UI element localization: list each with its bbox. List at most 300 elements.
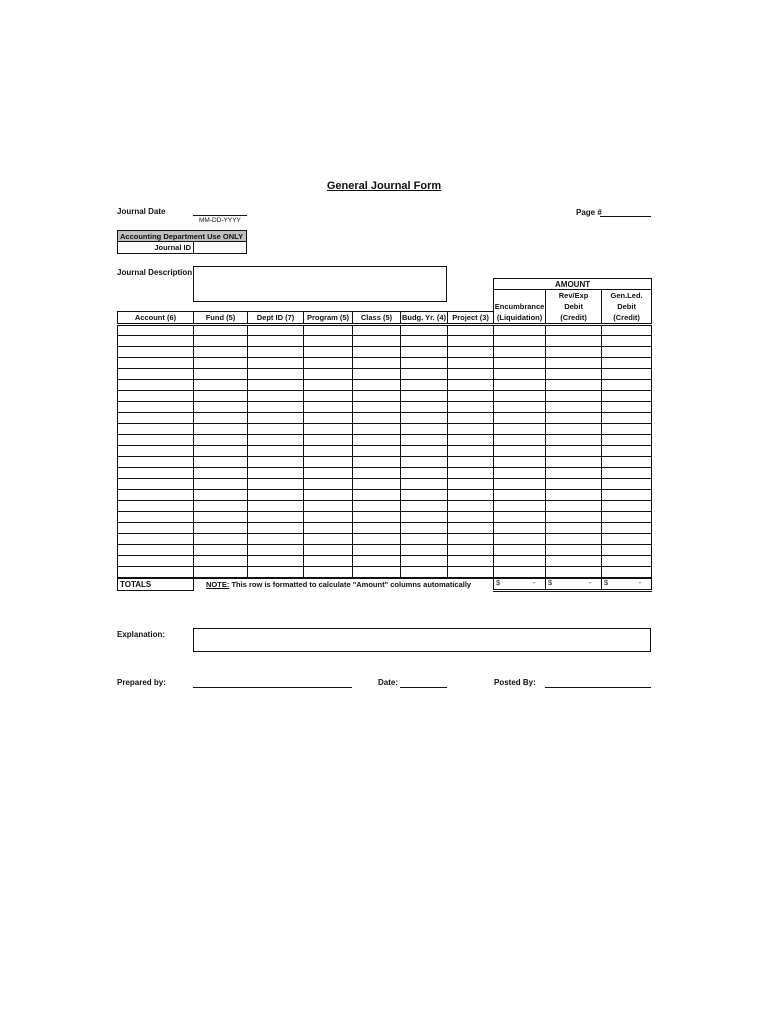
entry-cell[interactable] xyxy=(494,567,546,578)
entry-cell[interactable] xyxy=(546,435,602,446)
entry-cell[interactable] xyxy=(304,358,353,369)
entry-cell[interactable] xyxy=(546,479,602,490)
project-column-header: Project (3) xyxy=(448,312,494,325)
entry-cell[interactable] xyxy=(448,523,494,534)
posted-by-label: Posted By: xyxy=(494,678,536,687)
entry-cell[interactable] xyxy=(304,468,353,479)
table-row xyxy=(118,347,652,358)
entry-cell[interactable] xyxy=(494,501,546,512)
entry-cell[interactable] xyxy=(401,347,448,358)
entry-cell[interactable] xyxy=(304,567,353,578)
entry-cell[interactable] xyxy=(194,479,248,490)
explanation-field[interactable] xyxy=(193,628,651,652)
entry-cell[interactable] xyxy=(248,567,304,578)
entry-cell[interactable] xyxy=(118,468,194,479)
table-row xyxy=(118,391,652,402)
entry-cell[interactable] xyxy=(602,446,652,457)
entry-cell[interactable] xyxy=(546,556,602,567)
revexp-header-line1: Rev/Exp xyxy=(546,290,602,301)
entry-cell[interactable] xyxy=(304,446,353,457)
entry-cell[interactable] xyxy=(401,556,448,567)
entry-cell[interactable] xyxy=(248,358,304,369)
encumbrance-header-line1: Encumbrance xyxy=(494,301,545,311)
entry-cell[interactable] xyxy=(401,435,448,446)
entry-cell[interactable] xyxy=(194,347,248,358)
entry-cell[interactable] xyxy=(304,435,353,446)
entry-cell[interactable] xyxy=(494,391,546,402)
entry-cell[interactable] xyxy=(304,457,353,468)
entry-cell[interactable] xyxy=(118,369,194,380)
encumbrance-total xyxy=(494,578,546,591)
entry-cell[interactable] xyxy=(194,435,248,446)
entry-cell[interactable] xyxy=(448,435,494,446)
entry-cell[interactable] xyxy=(118,424,194,435)
genled-header-line1: Gen.Led. xyxy=(602,290,652,301)
entry-cell[interactable] xyxy=(248,545,304,556)
entry-cell[interactable] xyxy=(304,479,353,490)
entry-cell[interactable] xyxy=(448,490,494,501)
entry-cell[interactable] xyxy=(194,358,248,369)
entry-cell[interactable] xyxy=(353,457,401,468)
entry-cell[interactable] xyxy=(353,468,401,479)
page-number-field[interactable] xyxy=(600,216,651,217)
entry-cell[interactable] xyxy=(546,358,602,369)
entry-cell[interactable] xyxy=(118,391,194,402)
entry-cell[interactable] xyxy=(401,402,448,413)
entry-cell[interactable] xyxy=(118,325,194,336)
journal-id-label: Journal ID xyxy=(118,242,194,253)
entry-cell[interactable] xyxy=(353,435,401,446)
entry-cell[interactable] xyxy=(118,479,194,490)
entry-cell[interactable] xyxy=(118,534,194,545)
entry-cell[interactable] xyxy=(546,457,602,468)
entry-cell[interactable] xyxy=(118,336,194,347)
note-text: This row is formatted to calculate "Amount" columns automatically xyxy=(231,580,472,589)
entry-cell[interactable] xyxy=(401,512,448,523)
entry-cell[interactable] xyxy=(401,501,448,512)
entry-cell[interactable] xyxy=(118,380,194,391)
revexp-total-value: - xyxy=(588,580,592,588)
table-row xyxy=(118,523,652,534)
table-row xyxy=(118,534,652,545)
entry-cell[interactable] xyxy=(118,457,194,468)
table-row xyxy=(118,556,652,567)
entry-cell[interactable] xyxy=(248,479,304,490)
entry-cell[interactable] xyxy=(248,424,304,435)
entry-cell[interactable] xyxy=(448,402,494,413)
entry-cell[interactable] xyxy=(602,391,652,402)
entry-cell[interactable] xyxy=(353,424,401,435)
entry-cell[interactable] xyxy=(401,325,448,336)
entry-cell[interactable] xyxy=(194,369,248,380)
entry-cell[interactable] xyxy=(194,534,248,545)
table-row xyxy=(118,545,652,556)
revexp-header-line3: (Credit) xyxy=(546,312,602,325)
entry-cell[interactable] xyxy=(353,380,401,391)
entry-cell[interactable] xyxy=(304,512,353,523)
entry-cell[interactable] xyxy=(448,358,494,369)
entry-cell[interactable] xyxy=(448,391,494,402)
entry-cell[interactable] xyxy=(194,523,248,534)
entry-cell[interactable] xyxy=(494,358,546,369)
entry-cell[interactable] xyxy=(194,446,248,457)
entry-cell[interactable] xyxy=(304,424,353,435)
table-row xyxy=(118,336,652,347)
entry-cell[interactable] xyxy=(602,523,652,534)
entry-cell[interactable] xyxy=(304,391,353,402)
entry-cell[interactable] xyxy=(248,336,304,347)
encumbrance-total-value: - xyxy=(532,580,536,588)
entry-cell[interactable] xyxy=(546,402,602,413)
entry-cell[interactable] xyxy=(248,402,304,413)
table-row xyxy=(118,501,652,512)
entry-cell[interactable] xyxy=(494,490,546,501)
entry-cell[interactable] xyxy=(494,545,546,556)
entry-cell[interactable] xyxy=(304,413,353,424)
entry-cell[interactable] xyxy=(401,358,448,369)
entry-cell[interactable] xyxy=(448,380,494,391)
entry-cell[interactable] xyxy=(248,380,304,391)
table-row xyxy=(118,446,652,457)
encumbrance-header-line2: (Liquidation) xyxy=(494,312,546,325)
entry-cell[interactable] xyxy=(118,490,194,501)
entry-cell[interactable] xyxy=(602,490,652,501)
entry-cell[interactable] xyxy=(194,336,248,347)
entry-cell[interactable] xyxy=(401,424,448,435)
table-row xyxy=(118,457,652,468)
entry-cell[interactable] xyxy=(118,358,194,369)
entry-cell[interactable] xyxy=(602,556,652,567)
entry-cell[interactable] xyxy=(448,325,494,336)
entry-cell[interactable] xyxy=(602,424,652,435)
entry-cell[interactable] xyxy=(494,468,546,479)
entry-cell[interactable] xyxy=(353,501,401,512)
entry-cell[interactable] xyxy=(304,325,353,336)
entry-cell[interactable] xyxy=(353,523,401,534)
entry-cell[interactable] xyxy=(546,446,602,457)
entry-cell[interactable] xyxy=(401,567,448,578)
entry-cell[interactable] xyxy=(602,380,652,391)
entry-cell[interactable] xyxy=(546,413,602,424)
entry-cell[interactable] xyxy=(546,380,602,391)
date-field[interactable] xyxy=(400,687,447,688)
entry-cell[interactable] xyxy=(494,413,546,424)
entry-cell[interactable] xyxy=(494,336,546,347)
entry-cell[interactable] xyxy=(194,391,248,402)
entry-cell[interactable] xyxy=(118,435,194,446)
entry-cell[interactable] xyxy=(401,380,448,391)
genled-header-line3: (Credit) xyxy=(602,312,652,325)
entry-cell[interactable] xyxy=(401,534,448,545)
table-row xyxy=(118,380,652,391)
entry-cell[interactable] xyxy=(248,435,304,446)
entry-cell[interactable] xyxy=(118,402,194,413)
page-number-label: Page # xyxy=(576,208,602,217)
entry-cell[interactable] xyxy=(118,512,194,523)
entry-cell[interactable] xyxy=(248,523,304,534)
journal-date-field[interactable] xyxy=(193,215,247,216)
entry-cell[interactable] xyxy=(494,424,546,435)
entry-cell[interactable] xyxy=(194,490,248,501)
table-row xyxy=(118,424,652,435)
entry-cell[interactable] xyxy=(448,567,494,578)
entry-cell[interactable] xyxy=(353,534,401,545)
entry-cell[interactable] xyxy=(248,468,304,479)
entry-cell[interactable] xyxy=(118,523,194,534)
entry-cell[interactable] xyxy=(118,501,194,512)
amount-header: AMOUNT xyxy=(494,279,652,290)
entry-cell[interactable] xyxy=(494,380,546,391)
entry-cell[interactable] xyxy=(546,534,602,545)
entry-cell[interactable] xyxy=(546,468,602,479)
entry-cell[interactable] xyxy=(118,556,194,567)
entry-cell[interactable] xyxy=(353,369,401,380)
entry-cell[interactable] xyxy=(248,446,304,457)
entry-cell[interactable] xyxy=(448,347,494,358)
entry-cell[interactable] xyxy=(494,512,546,523)
entry-cell[interactable] xyxy=(353,479,401,490)
entry-cell[interactable] xyxy=(546,391,602,402)
entry-cell[interactable] xyxy=(353,446,401,457)
entry-cell[interactable] xyxy=(448,479,494,490)
entry-cell[interactable] xyxy=(304,523,353,534)
entry-cell[interactable] xyxy=(248,325,304,336)
entry-cell[interactable] xyxy=(304,347,353,358)
currency-symbol: $ xyxy=(548,580,552,588)
class-column-header: Class (5) xyxy=(353,312,401,325)
entry-cell[interactable] xyxy=(248,369,304,380)
entry-cell[interactable] xyxy=(353,512,401,523)
entry-cell[interactable] xyxy=(194,402,248,413)
entry-cell[interactable] xyxy=(448,501,494,512)
entry-cell[interactable] xyxy=(304,336,353,347)
entry-cell[interactable] xyxy=(401,457,448,468)
entry-cell[interactable] xyxy=(194,424,248,435)
genled-total xyxy=(602,578,652,591)
entry-cell[interactable] xyxy=(494,402,546,413)
table-row xyxy=(118,512,652,523)
genled-total-value: - xyxy=(638,580,642,588)
entry-cell[interactable] xyxy=(401,446,448,457)
entry-cell[interactable] xyxy=(494,435,546,446)
entry-cell[interactable] xyxy=(494,556,546,567)
entry-cell[interactable] xyxy=(248,490,304,501)
entry-cell[interactable] xyxy=(602,479,652,490)
entry-cell[interactable] xyxy=(248,347,304,358)
entry-cell[interactable] xyxy=(494,523,546,534)
entry-cell[interactable] xyxy=(353,325,401,336)
entry-cell[interactable] xyxy=(546,545,602,556)
entry-cell[interactable] xyxy=(448,468,494,479)
genled-header-line2: Debit xyxy=(602,301,652,312)
entry-cell[interactable] xyxy=(448,556,494,567)
entry-cell[interactable] xyxy=(194,512,248,523)
entry-cell[interactable] xyxy=(401,523,448,534)
journal-entry-table xyxy=(117,278,652,592)
table-row xyxy=(118,402,652,413)
totals-note xyxy=(194,578,494,591)
journal-description-label: Journal Description xyxy=(117,268,193,277)
program-column-header: Program (5) xyxy=(304,312,353,325)
entry-cell[interactable] xyxy=(304,490,353,501)
totals-label: TOTALS xyxy=(118,578,194,591)
entry-cell[interactable] xyxy=(118,413,194,424)
entry-cell[interactable] xyxy=(353,413,401,424)
entry-cell[interactable] xyxy=(401,490,448,501)
entry-cell[interactable] xyxy=(602,545,652,556)
entry-cell[interactable] xyxy=(118,347,194,358)
totals-row xyxy=(118,578,652,591)
entry-cell[interactable] xyxy=(494,479,546,490)
dept-id-column-header: Dept ID (7) xyxy=(248,312,304,325)
date-label: Date: xyxy=(378,678,399,687)
entry-cell[interactable] xyxy=(248,556,304,567)
entry-cell[interactable] xyxy=(304,501,353,512)
entry-cell[interactable] xyxy=(494,369,546,380)
entry-cell[interactable] xyxy=(448,512,494,523)
entry-cell[interactable] xyxy=(304,545,353,556)
entry-cell[interactable] xyxy=(602,369,652,380)
entry-cell[interactable] xyxy=(448,424,494,435)
prepared-by-field[interactable] xyxy=(193,687,352,688)
entry-cell[interactable] xyxy=(448,413,494,424)
entry-cell[interactable] xyxy=(494,347,546,358)
budg-yr-column-header: Budg. Yr. (4) xyxy=(401,312,448,325)
entry-cell[interactable] xyxy=(248,534,304,545)
entry-cell[interactable] xyxy=(546,336,602,347)
entry-cell[interactable] xyxy=(118,446,194,457)
entry-cell[interactable] xyxy=(401,413,448,424)
entry-cell[interactable] xyxy=(448,534,494,545)
entry-cell[interactable] xyxy=(602,358,652,369)
entry-cell[interactable] xyxy=(304,402,353,413)
entry-cell[interactable] xyxy=(401,336,448,347)
entry-cell[interactable] xyxy=(353,556,401,567)
entry-cell[interactable] xyxy=(304,380,353,391)
entry-cell[interactable] xyxy=(353,402,401,413)
entry-cell[interactable] xyxy=(304,534,353,545)
entry-cell[interactable] xyxy=(546,490,602,501)
entry-cell[interactable] xyxy=(194,325,248,336)
entry-cell[interactable] xyxy=(602,468,652,479)
entry-cell[interactable] xyxy=(546,424,602,435)
journal-id-field[interactable] xyxy=(195,242,246,253)
entry-cell[interactable] xyxy=(602,402,652,413)
entry-cell[interactable] xyxy=(353,391,401,402)
revexp-header-line2: Debit xyxy=(546,301,602,312)
table-row xyxy=(118,490,652,501)
entry-cell[interactable] xyxy=(353,545,401,556)
entry-cell[interactable] xyxy=(602,534,652,545)
entry-cell[interactable] xyxy=(602,567,652,578)
entry-cell[interactable] xyxy=(304,369,353,380)
entry-cell[interactable] xyxy=(602,336,652,347)
table-row xyxy=(118,567,652,578)
entry-cell[interactable] xyxy=(448,336,494,347)
entry-cell[interactable] xyxy=(401,468,448,479)
entry-cell[interactable] xyxy=(353,567,401,578)
entry-cell[interactable] xyxy=(353,336,401,347)
currency-symbol: $ xyxy=(604,580,608,588)
prepared-by-label: Prepared by: xyxy=(117,678,166,687)
note-label: NOTE: xyxy=(206,580,230,589)
entry-cell[interactable] xyxy=(401,479,448,490)
entry-cell[interactable] xyxy=(194,567,248,578)
entry-cell[interactable] xyxy=(353,347,401,358)
entry-cell[interactable] xyxy=(546,567,602,578)
entry-cell[interactable] xyxy=(194,545,248,556)
entry-cell[interactable] xyxy=(248,512,304,523)
entry-cell[interactable] xyxy=(448,369,494,380)
entry-cell[interactable] xyxy=(194,468,248,479)
entry-cell[interactable] xyxy=(248,457,304,468)
accounting-use-header: Accounting Department Use ONLY xyxy=(117,230,247,242)
journal-id-row xyxy=(117,242,247,254)
table-row xyxy=(118,479,652,490)
entry-cell[interactable] xyxy=(602,413,652,424)
entry-cell[interactable] xyxy=(602,512,652,523)
table-row xyxy=(118,413,652,424)
entry-cell[interactable] xyxy=(602,501,652,512)
fund-column-header: Fund (5) xyxy=(194,312,248,325)
entry-cell[interactable] xyxy=(194,457,248,468)
entry-cell[interactable] xyxy=(546,512,602,523)
entry-cell[interactable] xyxy=(248,413,304,424)
account-column-header: Account (6) xyxy=(118,312,194,325)
entry-cell[interactable] xyxy=(194,380,248,391)
entry-cell[interactable] xyxy=(602,347,652,358)
entry-cell[interactable] xyxy=(494,534,546,545)
table-row xyxy=(118,358,652,369)
entry-cell[interactable] xyxy=(194,413,248,424)
entry-cell[interactable] xyxy=(546,347,602,358)
entry-cell[interactable] xyxy=(353,490,401,501)
date-format-hint: MM-DD-YYYY xyxy=(199,217,241,224)
entry-cell[interactable] xyxy=(248,501,304,512)
entry-cell[interactable] xyxy=(546,325,602,336)
entry-cell[interactable] xyxy=(448,446,494,457)
entry-cell[interactable] xyxy=(401,369,448,380)
entry-cell[interactable] xyxy=(248,391,304,402)
entry-cell[interactable] xyxy=(401,545,448,556)
entry-cell[interactable] xyxy=(194,556,248,567)
entry-cell[interactable] xyxy=(448,545,494,556)
table-row xyxy=(118,435,652,446)
currency-symbol: $ xyxy=(496,580,500,588)
entry-cell[interactable] xyxy=(602,435,652,446)
entry-cell[interactable] xyxy=(602,457,652,468)
entry-cell[interactable] xyxy=(494,446,546,457)
revexp-total xyxy=(546,578,602,591)
entry-cell[interactable] xyxy=(118,545,194,556)
entry-cell[interactable] xyxy=(546,369,602,380)
entry-cell[interactable] xyxy=(602,325,652,336)
explanation-label: Explanation: xyxy=(117,630,166,639)
entry-cell[interactable] xyxy=(546,523,602,534)
entry-cell[interactable] xyxy=(194,501,248,512)
entry-cell[interactable] xyxy=(401,391,448,402)
entry-cell[interactable] xyxy=(494,457,546,468)
entry-cell[interactable] xyxy=(304,556,353,567)
table-row xyxy=(118,325,652,336)
entry-cell[interactable] xyxy=(118,567,194,578)
posted-by-field[interactable] xyxy=(545,687,651,688)
entry-cell[interactable] xyxy=(448,457,494,468)
entry-cell[interactable] xyxy=(353,358,401,369)
entry-cell[interactable] xyxy=(494,325,546,336)
entry-cell[interactable] xyxy=(546,501,602,512)
journal-date-label: Journal Date xyxy=(117,207,166,216)
